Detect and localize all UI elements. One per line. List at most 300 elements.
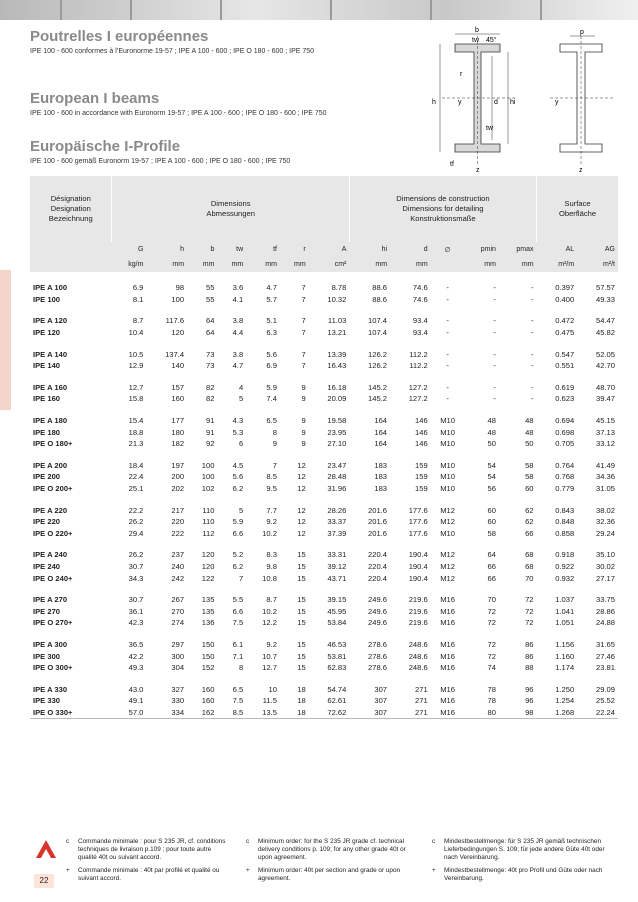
value-cell: 0.922 — [555, 561, 575, 571]
value-cell: 28.48 — [327, 472, 347, 482]
value-cell: 160 — [171, 394, 185, 404]
symbol-cell: h — [146, 242, 187, 257]
designation-cell: IPE A 140 — [33, 349, 68, 359]
value-cell: 66 — [525, 528, 534, 538]
value-cell: 18 — [297, 684, 306, 694]
value-cell: 5.9 — [266, 382, 277, 392]
value-cell: 267 — [171, 595, 185, 605]
value-cell: 28.26 — [327, 505, 347, 515]
value-cell: 6.5 — [266, 416, 277, 426]
symbol-cell: hi — [349, 242, 390, 257]
value-cell: 13.21 — [327, 328, 347, 338]
value-cell: 98 — [499, 707, 537, 719]
value-cell: 183 — [374, 460, 388, 470]
value-cell: 160 — [201, 684, 215, 694]
value-cell: 8.1 — [132, 294, 144, 304]
value-cell: 177.6 — [408, 505, 428, 515]
value-cell: 73 — [205, 349, 215, 359]
unit-cell: mm — [280, 257, 309, 272]
designation-cell: IPE 100 — [33, 294, 61, 304]
label-hi: hi — [510, 99, 516, 106]
value-cell: 72 — [525, 618, 534, 628]
value-cell: 12 — [297, 484, 306, 494]
table-row — [30, 471, 618, 483]
value-cell: 112 — [202, 528, 215, 538]
value-cell: 6.6 — [232, 528, 244, 538]
value-cell: 58 — [525, 460, 534, 470]
value-cell: - — [531, 328, 534, 338]
value-cell: 26.2 — [128, 517, 144, 527]
value-cell: 160 — [201, 696, 215, 706]
value-cell: 278.6 — [368, 651, 388, 661]
value-cell: 49.3 — [128, 663, 144, 673]
designation-cell: IPE O 300+ — [33, 663, 73, 673]
value-cell: 4.7 — [266, 283, 277, 293]
value-cell: 18 — [297, 696, 306, 706]
value-cell: 53.84 — [327, 618, 347, 628]
value-cell: 33.12 — [595, 439, 615, 449]
value-cell: 31.05 — [595, 484, 615, 494]
value-cell: 9 — [301, 382, 306, 392]
value-cell: 327 — [171, 684, 185, 694]
value-cell: 0.768 — [555, 472, 575, 482]
value-cell: 1.254 — [555, 696, 575, 706]
value-cell: 219.6 — [408, 606, 428, 616]
designation-cell: IPE 330 — [33, 696, 61, 706]
value-cell: 183 — [374, 472, 388, 482]
table-row — [30, 393, 618, 405]
symbol-cell: b — [187, 242, 217, 257]
value-cell: 29.09 — [595, 684, 615, 694]
value-cell: 271 — [415, 684, 428, 694]
value-cell: 78 — [487, 684, 496, 694]
value-cell: 220 — [171, 517, 185, 527]
value-cell: 9 — [301, 416, 306, 426]
symbol-cell: tw — [217, 242, 246, 257]
value-cell: 8.3 — [266, 550, 277, 560]
symbol-cell: ∅ — [431, 242, 465, 257]
value-cell: 8 — [272, 427, 277, 437]
unit-row — [30, 257, 618, 272]
value-cell: M10 — [440, 472, 455, 482]
unit-cell: mm — [499, 257, 537, 272]
value-cell: 12 — [297, 517, 306, 527]
value-cell: 18 — [280, 707, 309, 719]
value-cell: 62 — [525, 505, 534, 515]
title-de: Europäische I-Profile — [30, 138, 181, 155]
value-cell: 50 — [525, 439, 534, 449]
value-cell: 12 — [297, 472, 306, 482]
label-r: r — [460, 71, 463, 78]
designation-cell: IPE A 300 — [33, 639, 68, 649]
value-cell: 201.6 — [368, 528, 388, 538]
value-cell: 26.2 — [128, 550, 144, 560]
value-cell: 0.475 — [555, 328, 575, 338]
value-cell: - — [446, 394, 449, 404]
value-cell: 93.4 — [412, 316, 428, 326]
value-cell: 25.1 — [128, 484, 144, 494]
value-cell: 201.6 — [368, 505, 388, 515]
value-cell: 24.88 — [595, 618, 615, 628]
value-cell: 57.0 — [112, 707, 146, 719]
value-cell: 23.81 — [595, 663, 615, 673]
value-cell: 152 — [201, 663, 215, 673]
designation-cell: IPE A 180 — [33, 416, 68, 426]
value-cell: 180 — [171, 427, 185, 437]
value-cell: 39.47 — [595, 394, 615, 404]
value-cell: 9.2 — [266, 517, 277, 527]
value-cell: 330 — [171, 696, 185, 706]
unit-cell: mm — [349, 257, 390, 272]
value-cell: 0.694 — [555, 416, 575, 426]
value-cell: 62.61 — [327, 696, 347, 706]
value-cell: M16 — [440, 639, 455, 649]
value-cell: 201.6 — [368, 517, 388, 527]
value-cell: 1.160 — [555, 651, 575, 661]
value-cell: 270 — [171, 606, 185, 616]
value-cell: 55 — [205, 294, 215, 304]
table-row — [30, 483, 618, 495]
value-cell: 9 — [301, 427, 306, 437]
value-cell: M16 — [440, 618, 455, 628]
value-cell: 91 — [205, 427, 215, 437]
table-row — [30, 639, 618, 651]
value-cell: M12 — [440, 517, 455, 527]
value-cell: 126.2 — [368, 349, 388, 359]
value-cell: 102 — [201, 484, 215, 494]
value-cell: - — [446, 382, 449, 392]
value-cell: 220.4 — [368, 561, 388, 571]
table-row — [30, 348, 618, 360]
value-cell: 82 — [205, 394, 215, 404]
value-cell: - — [531, 316, 534, 326]
value-cell: 15 — [297, 651, 306, 661]
value-cell: 162 — [187, 707, 217, 719]
value-cell: 107.4 — [368, 316, 388, 326]
value-cell: 21.3 — [128, 439, 144, 449]
value-cell: 157 — [171, 382, 185, 392]
label-angle: 45° — [486, 37, 497, 44]
value-cell: 15.4 — [128, 416, 144, 426]
value-cell: - — [493, 349, 496, 359]
value-cell: 1.037 — [555, 595, 575, 605]
value-cell: 16.18 — [327, 382, 347, 392]
value-cell: 66 — [487, 561, 496, 571]
value-cell: 7 — [301, 349, 306, 359]
value-cell: 7 — [238, 573, 244, 583]
value-cell: 34.36 — [595, 472, 615, 482]
symbol-cell: pmax — [499, 242, 537, 257]
value-cell: 70 — [487, 595, 496, 605]
value-cell: 49.33 — [595, 294, 615, 304]
value-cell: 55 — [205, 283, 215, 293]
label-y: y — [458, 99, 462, 106]
value-cell: 29.24 — [595, 528, 615, 538]
value-cell: 31.65 — [595, 639, 615, 649]
value-cell: 159 — [415, 472, 428, 482]
value-cell: 240 — [171, 561, 185, 571]
table-row — [30, 549, 618, 561]
symbol-cell: G — [112, 242, 146, 257]
label-tw: tw — [472, 37, 479, 44]
value-cell: 68 — [525, 550, 534, 560]
value-cell: 271 — [415, 696, 428, 706]
beam-section-diagram — [430, 24, 620, 174]
value-cell: 73 — [205, 361, 215, 371]
dimensions-table — [30, 176, 618, 719]
value-cell: - — [446, 328, 449, 338]
value-cell: - — [446, 349, 449, 359]
value-cell: 0.779 — [555, 484, 575, 494]
label-d: d — [494, 99, 498, 106]
value-cell: 146 — [415, 416, 428, 426]
value-cell: 42.70 — [595, 361, 615, 371]
value-cell: 307 — [349, 707, 390, 719]
table-row — [30, 516, 618, 528]
value-cell: 334 — [146, 707, 187, 719]
table-row — [30, 650, 618, 662]
value-cell: 15 — [297, 618, 306, 628]
value-cell: 190.4 — [408, 550, 428, 560]
value-cell: - — [531, 382, 534, 392]
value-cell: 96 — [525, 696, 534, 706]
value-cell: 219.6 — [408, 595, 428, 605]
table-row — [30, 561, 618, 573]
value-cell: - — [446, 316, 449, 326]
footnotes-de: c Mindestbestellmenge: für S 235 JR gemäß technischen Lieferbedingungen S. 109; für jede andere Güte 40t oder nach Vereinbarung. + Mindestbestellmenge: 40t pro Profil und Güte oder nach Vereinbarung. — [432, 838, 605, 882]
value-cell: 7 — [301, 283, 306, 293]
value-cell: 54.74 — [327, 684, 347, 694]
table-row — [30, 572, 618, 584]
unit-cell: mm — [390, 257, 431, 272]
table-row — [30, 438, 618, 450]
value-cell: 112.2 — [409, 349, 428, 359]
value-cell: 140 — [171, 361, 185, 371]
value-cell: 38.02 — [595, 505, 615, 515]
designation-cell: IPE 160 — [33, 394, 61, 404]
symbol-cell: d — [390, 242, 431, 257]
value-cell: 4 — [238, 382, 244, 392]
value-cell: 3.6 — [232, 283, 244, 293]
value-cell: 117.6 — [165, 316, 185, 326]
value-cell: 5.3 — [232, 427, 244, 437]
value-cell: 12.9 — [128, 361, 144, 371]
value-cell: 66 — [487, 573, 496, 583]
value-cell: 35.10 — [595, 550, 615, 560]
value-cell: 16.43 — [327, 361, 347, 371]
value-cell: 5.1 — [266, 316, 277, 326]
value-cell: 110 — [202, 505, 215, 515]
value-cell: 3.8 — [232, 349, 244, 359]
value-cell: 0.858 — [555, 528, 575, 538]
value-cell: 91 — [205, 416, 215, 426]
value-cell: M10 — [440, 427, 455, 437]
value-cell: 110 — [202, 517, 215, 527]
value-cell: M16 — [440, 595, 455, 605]
designation-cell: IPE A 220 — [33, 505, 68, 515]
value-cell: 64 — [487, 550, 496, 560]
value-cell: 159 — [415, 484, 428, 494]
value-cell: 88.6 — [372, 294, 388, 304]
value-cell: 7.4 — [266, 394, 277, 404]
value-cell: 0.843 — [555, 505, 575, 515]
value-cell: 60 — [525, 484, 534, 494]
value-cell: 9.5 — [266, 484, 277, 494]
value-cell: - — [493, 294, 496, 304]
value-cell: 22.2 — [128, 505, 144, 515]
value-cell: 13.5 — [246, 707, 280, 719]
value-cell: 6.3 — [266, 328, 277, 338]
value-cell: 53.81 — [327, 651, 347, 661]
value-cell: 274 — [171, 618, 185, 628]
value-cell: 58 — [487, 528, 496, 538]
value-cell: - — [493, 382, 496, 392]
value-cell: 150 — [201, 651, 215, 661]
value-cell: 41.49 — [595, 460, 615, 470]
value-cell: 72 — [487, 639, 496, 649]
value-cell: 5.9 — [232, 517, 244, 527]
footnotes-en: c Minimum order: for the S 235 JR grade cf. technical delivery conditions p. 109; for any other grade 40t or upon agreement. + Minimum order: 40t per section and grade or upon agreement. — [246, 838, 406, 882]
designation-cell: IPE A 120 — [33, 316, 68, 326]
unit-cell: mm — [187, 257, 217, 272]
value-cell: 86 — [525, 639, 534, 649]
value-cell: 12.7 — [128, 382, 144, 392]
value-cell: 159 — [415, 460, 428, 470]
value-cell: M16 — [431, 707, 465, 719]
value-cell: 54.47 — [595, 316, 615, 326]
symbol-row — [30, 242, 618, 257]
value-cell: 127.2 — [408, 394, 428, 404]
value-cell: 28.86 — [595, 606, 615, 616]
value-cell: 6.5 — [232, 684, 244, 694]
value-cell: 164 — [374, 439, 388, 449]
value-cell: 54 — [487, 460, 496, 470]
value-cell: 237 — [171, 550, 185, 560]
value-cell: - — [531, 283, 534, 293]
value-cell: - — [493, 283, 496, 293]
value-cell: 197 — [171, 460, 185, 470]
designation-cell: IPE A 100 — [33, 283, 68, 293]
value-cell: 304 — [171, 663, 185, 673]
label-z: z — [476, 167, 480, 174]
value-cell: 7 — [301, 328, 306, 338]
value-cell: 4.5 — [232, 460, 244, 470]
value-cell: 48 — [525, 416, 534, 426]
value-cell: 10.5 — [128, 349, 144, 359]
value-cell: 29.4 — [128, 528, 144, 538]
value-cell: 68 — [525, 561, 534, 571]
value-cell: - — [493, 316, 496, 326]
value-cell: 137.4 — [165, 349, 185, 359]
value-cell: 12 — [297, 460, 306, 470]
value-cell: 182 — [171, 439, 185, 449]
label-b: b — [475, 27, 479, 34]
value-cell: 0.623 — [555, 394, 575, 404]
label-tf: tf — [450, 161, 454, 168]
value-cell: 80 — [464, 707, 498, 719]
value-cell: 15 — [297, 561, 306, 571]
value-cell: M12 — [440, 505, 455, 515]
value-cell: 249.6 — [368, 618, 388, 628]
value-cell: 88 — [525, 663, 534, 673]
value-cell: 50 — [487, 439, 496, 449]
value-cell: 7 — [272, 460, 277, 470]
value-cell: 86 — [525, 651, 534, 661]
symbol-cell: tf — [246, 242, 280, 257]
value-cell: 19.58 — [327, 416, 347, 426]
value-cell: - — [446, 361, 449, 371]
value-cell: 248.6 — [408, 651, 428, 661]
value-cell: 307 — [374, 696, 388, 706]
value-cell: 190.4 — [408, 573, 428, 583]
header-surface: Surface Oberfläche — [537, 176, 618, 242]
value-cell: 60 — [487, 505, 496, 515]
value-cell: 10.8 — [262, 573, 277, 583]
value-cell: 200 — [171, 472, 185, 482]
header-banner — [0, 0, 638, 20]
value-cell: 307 — [374, 684, 388, 694]
subtitle-fr: IPE 100 - 600 conformes à l’Euronorme 19-57 ; IPE A 100 - 600 ; IPE O 180 - 600 ; IPE 750 — [30, 48, 315, 55]
symbol-cell: AL — [537, 242, 578, 257]
value-cell: 12.2 — [262, 618, 277, 628]
value-cell: 112.2 — [409, 361, 428, 371]
value-cell: 0.472 — [555, 316, 575, 326]
value-cell: 190.4 — [408, 561, 428, 571]
value-cell: 0.619 — [555, 382, 575, 392]
value-cell: 107.4 — [368, 328, 388, 338]
value-cell: 278.6 — [368, 663, 388, 673]
unit-cell: mm — [246, 257, 280, 272]
designation-cell: IPE 200 — [33, 472, 61, 482]
value-cell: 42.3 — [128, 618, 144, 628]
value-cell: 60 — [487, 517, 496, 527]
value-cell: 15 — [297, 573, 306, 583]
value-cell: 10.7 — [262, 651, 277, 661]
value-cell: 43.0 — [128, 684, 144, 694]
value-cell: 18.4 — [128, 460, 144, 470]
value-cell: 0.400 — [555, 294, 575, 304]
value-cell: M16 — [440, 651, 455, 661]
value-cell: 7.5 — [232, 696, 244, 706]
value-cell: 1.051 — [555, 618, 575, 628]
value-cell: 45.82 — [595, 328, 615, 338]
value-cell: 15.8 — [128, 394, 144, 404]
unit-cell: cm² — [309, 257, 350, 272]
value-cell: 177 — [171, 416, 185, 426]
value-cell: 0.397 — [555, 283, 575, 293]
value-cell: 0.547 — [555, 349, 575, 359]
value-cell: 37.13 — [595, 427, 615, 437]
value-cell: 37.39 — [327, 528, 347, 538]
table-row — [30, 504, 618, 516]
value-cell: 8.7 — [266, 595, 277, 605]
value-cell: 0.764 — [555, 460, 575, 470]
value-cell: 4.3 — [232, 416, 244, 426]
value-cell: 5.2 — [232, 550, 244, 560]
unit-cell: kg/m — [112, 257, 146, 272]
value-cell: 136 — [201, 618, 215, 628]
unit-cell: mm — [146, 257, 187, 272]
value-cell: 72 — [487, 618, 496, 628]
value-cell: 127.2 — [408, 382, 428, 392]
designation-cell: IPE A 270 — [33, 595, 68, 605]
value-cell: 6.9 — [266, 361, 277, 371]
value-cell: 46.53 — [327, 639, 347, 649]
header-designation: Désignation Designation Bezeichnung — [30, 176, 112, 242]
value-cell: 0.698 — [555, 427, 575, 437]
value-cell: 300 — [171, 651, 185, 661]
value-cell: 33.37 — [327, 517, 347, 527]
